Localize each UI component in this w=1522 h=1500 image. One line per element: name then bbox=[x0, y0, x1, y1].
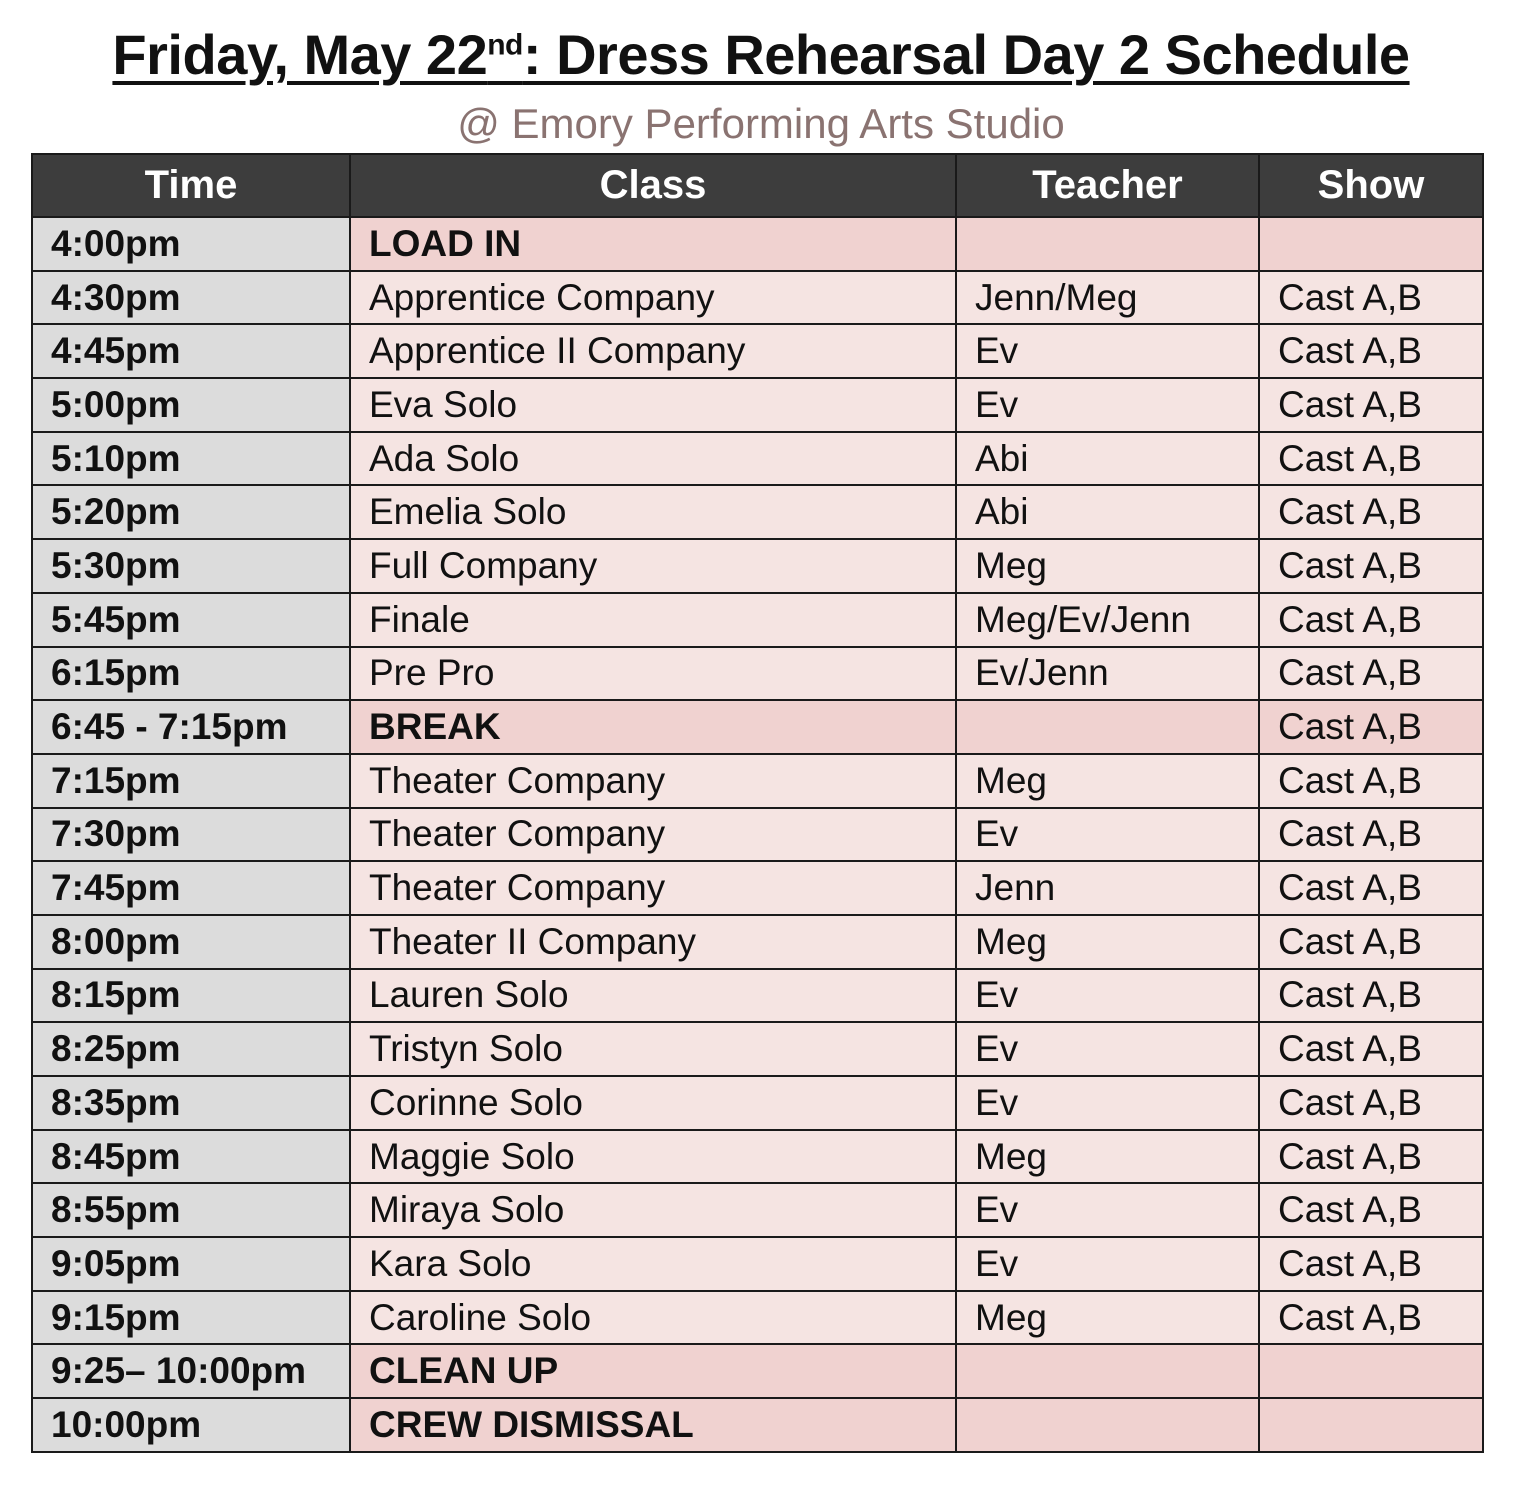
title-rest: : Dress Rehearsal Day 2 Schedule bbox=[522, 23, 1410, 86]
table-row bbox=[32, 1237, 1483, 1291]
table-row bbox=[32, 1076, 1483, 1130]
teacher-cell: Meg bbox=[956, 754, 1259, 808]
time-cell: 7:15pm bbox=[32, 754, 350, 808]
class-cell: CLEAN UP bbox=[350, 1344, 956, 1398]
teacher-cell: Ev bbox=[956, 1076, 1259, 1130]
teacher-cell: Abi bbox=[956, 485, 1259, 539]
class-cell: Caroline Solo bbox=[350, 1291, 956, 1345]
table-row bbox=[32, 700, 1483, 754]
teacher-cell: Jenn bbox=[956, 861, 1259, 915]
show-cell: Cast A,B bbox=[1259, 271, 1483, 325]
teacher-cell: Ev bbox=[956, 969, 1259, 1023]
time-cell: 8:15pm bbox=[32, 969, 350, 1023]
time-cell: 7:45pm bbox=[32, 861, 350, 915]
time-cell: 9:05pm bbox=[32, 1237, 350, 1291]
table-row bbox=[32, 217, 1483, 271]
time-cell: 4:30pm bbox=[32, 271, 350, 325]
class-cell: BREAK bbox=[350, 700, 956, 754]
table-row bbox=[32, 1344, 1483, 1398]
time-cell: 5:10pm bbox=[32, 432, 350, 486]
show-cell: Cast A,B bbox=[1259, 1237, 1483, 1291]
teacher-cell: Jenn/Meg bbox=[956, 271, 1259, 325]
class-cell: Ada Solo bbox=[350, 432, 956, 486]
table-row bbox=[32, 1291, 1483, 1345]
teacher-cell: Meg bbox=[956, 1291, 1259, 1345]
show-cell: Cast A,B bbox=[1259, 1022, 1483, 1076]
class-cell: Finale bbox=[350, 593, 956, 647]
show-cell: Cast A,B bbox=[1259, 1130, 1483, 1184]
class-cell: CREW DISMISSAL bbox=[350, 1398, 956, 1452]
table-row bbox=[32, 324, 1483, 378]
show-cell bbox=[1259, 217, 1483, 271]
class-cell: Corinne Solo bbox=[350, 1076, 956, 1130]
class-cell: Maggie Solo bbox=[350, 1130, 956, 1184]
column-header-time: Time bbox=[32, 154, 350, 217]
class-cell: Eva Solo bbox=[350, 378, 956, 432]
time-cell: 8:35pm bbox=[32, 1076, 350, 1130]
show-cell: Cast A,B bbox=[1259, 593, 1483, 647]
class-cell: Emelia Solo bbox=[350, 485, 956, 539]
class-cell: Apprentice II Company bbox=[350, 324, 956, 378]
schedule-table-body bbox=[32, 217, 1483, 1452]
table-row bbox=[32, 861, 1483, 915]
table-row bbox=[32, 808, 1483, 862]
teacher-cell: Abi bbox=[956, 432, 1259, 486]
teacher-cell bbox=[956, 700, 1259, 754]
class-cell: Lauren Solo bbox=[350, 969, 956, 1023]
header-row bbox=[32, 154, 1483, 217]
schedule-table-header bbox=[32, 154, 1483, 217]
class-cell: Theater Company bbox=[350, 861, 956, 915]
class-cell: Theater II Company bbox=[350, 915, 956, 969]
time-cell: 7:30pm bbox=[32, 808, 350, 862]
show-cell: Cast A,B bbox=[1259, 1183, 1483, 1237]
column-header-show: Show bbox=[1259, 154, 1483, 217]
show-cell: Cast A,B bbox=[1259, 700, 1483, 754]
show-cell: Cast A,B bbox=[1259, 754, 1483, 808]
teacher-cell bbox=[956, 217, 1259, 271]
title-ordinal-suffix: nd bbox=[487, 28, 523, 62]
teacher-cell: Ev bbox=[956, 1022, 1259, 1076]
show-cell: Cast A,B bbox=[1259, 915, 1483, 969]
teacher-cell: Meg bbox=[956, 539, 1259, 593]
time-cell: 10:00pm bbox=[32, 1398, 350, 1452]
class-cell: Miraya Solo bbox=[350, 1183, 956, 1237]
page-title bbox=[0, 22, 1522, 88]
teacher-cell: Ev bbox=[956, 808, 1259, 862]
table-row bbox=[32, 1183, 1483, 1237]
table-row bbox=[32, 647, 1483, 701]
time-cell: 4:00pm bbox=[32, 217, 350, 271]
time-cell: 5:30pm bbox=[32, 539, 350, 593]
teacher-cell: Ev bbox=[956, 324, 1259, 378]
time-cell: 6:45 - 7:15pm bbox=[32, 700, 350, 754]
show-cell: Cast A,B bbox=[1259, 539, 1483, 593]
time-cell: 5:00pm bbox=[32, 378, 350, 432]
class-cell: Full Company bbox=[350, 539, 956, 593]
show-cell: Cast A,B bbox=[1259, 324, 1483, 378]
column-header-teacher: Teacher bbox=[956, 154, 1259, 217]
time-cell: 9:15pm bbox=[32, 1291, 350, 1345]
show-cell: Cast A,B bbox=[1259, 378, 1483, 432]
table-row bbox=[32, 432, 1483, 486]
show-cell: Cast A,B bbox=[1259, 432, 1483, 486]
teacher-cell: Meg bbox=[956, 915, 1259, 969]
teacher-cell: Ev/Jenn bbox=[956, 647, 1259, 701]
show-cell bbox=[1259, 1344, 1483, 1398]
table-row bbox=[32, 1130, 1483, 1184]
teacher-cell: Ev bbox=[956, 1237, 1259, 1291]
show-cell: Cast A,B bbox=[1259, 647, 1483, 701]
table-row bbox=[32, 539, 1483, 593]
time-cell: 5:20pm bbox=[32, 485, 350, 539]
table-row bbox=[32, 754, 1483, 808]
class-cell: LOAD IN bbox=[350, 217, 956, 271]
show-cell: Cast A,B bbox=[1259, 808, 1483, 862]
table-row bbox=[32, 1398, 1483, 1452]
show-cell: Cast A,B bbox=[1259, 485, 1483, 539]
show-cell bbox=[1259, 1398, 1483, 1452]
column-header-class: Class bbox=[350, 154, 956, 217]
show-cell: Cast A,B bbox=[1259, 1076, 1483, 1130]
table-row bbox=[32, 1022, 1483, 1076]
class-cell: Tristyn Solo bbox=[350, 1022, 956, 1076]
table-row bbox=[32, 969, 1483, 1023]
teacher-cell bbox=[956, 1398, 1259, 1452]
venue-subtitle: @ Emory Performing Arts Studio bbox=[457, 100, 1065, 147]
table-row bbox=[32, 271, 1483, 325]
teacher-cell: Ev bbox=[956, 1183, 1259, 1237]
time-cell: 8:25pm bbox=[32, 1022, 350, 1076]
show-cell: Cast A,B bbox=[1259, 1291, 1483, 1345]
time-cell: 9:25– 10:00pm bbox=[32, 1344, 350, 1398]
table-row bbox=[32, 485, 1483, 539]
class-cell: Theater Company bbox=[350, 754, 956, 808]
teacher-cell: Meg bbox=[956, 1130, 1259, 1184]
class-cell: Pre Pro bbox=[350, 647, 956, 701]
teacher-cell: Meg/Ev/Jenn bbox=[956, 593, 1259, 647]
time-cell: 8:45pm bbox=[32, 1130, 350, 1184]
time-cell: 6:15pm bbox=[32, 647, 350, 701]
table-row bbox=[32, 593, 1483, 647]
class-cell: Apprentice Company bbox=[350, 271, 956, 325]
time-cell: 8:55pm bbox=[32, 1183, 350, 1237]
title-date: Friday, May 22 bbox=[112, 23, 488, 86]
class-cell: Kara Solo bbox=[350, 1237, 956, 1291]
table-row bbox=[32, 378, 1483, 432]
table-row bbox=[32, 915, 1483, 969]
schedule-table bbox=[31, 153, 1484, 1453]
time-cell: 8:00pm bbox=[32, 915, 350, 969]
teacher-cell bbox=[956, 1344, 1259, 1398]
time-cell: 4:45pm bbox=[32, 324, 350, 378]
show-cell: Cast A,B bbox=[1259, 969, 1483, 1023]
class-cell: Theater Company bbox=[350, 808, 956, 862]
show-cell: Cast A,B bbox=[1259, 861, 1483, 915]
time-cell: 5:45pm bbox=[32, 593, 350, 647]
page-title-text bbox=[112, 23, 1409, 86]
teacher-cell: Ev bbox=[956, 378, 1259, 432]
